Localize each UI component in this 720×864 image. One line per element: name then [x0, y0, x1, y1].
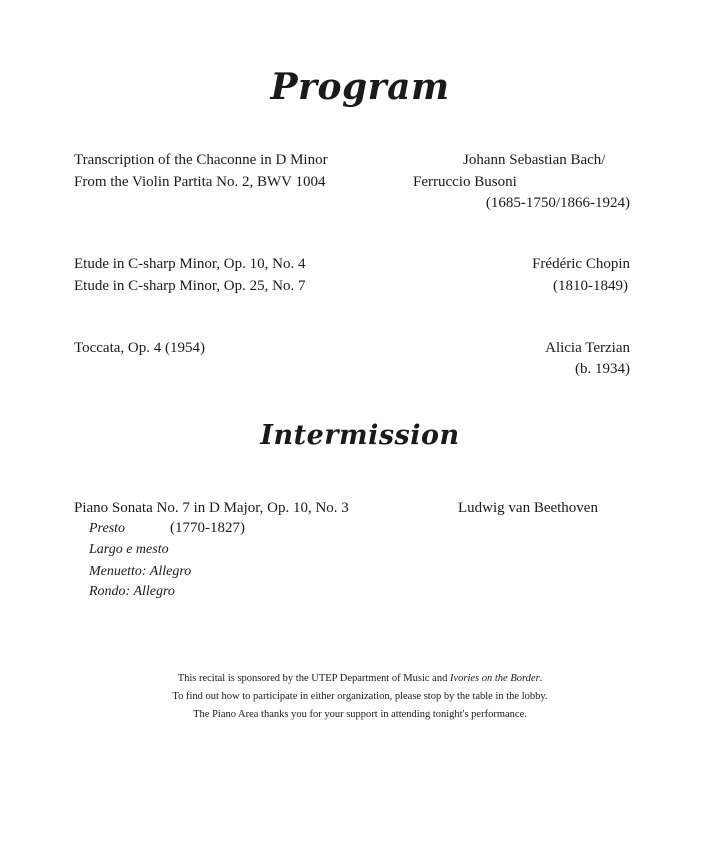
composer-name: Ferruccio Busoni: [413, 174, 517, 190]
composer-dates: (1685-1750/1866-1924): [485, 195, 630, 211]
composer-dates: (1810-1849): [553, 278, 628, 294]
composer-dates: (1770-1827): [170, 520, 245, 536]
piece-title-line: Etude in C-sharp Minor, Op. 25, No. 7: [74, 278, 306, 294]
composer-name: Ludwig van Beethoven: [458, 500, 598, 516]
piece-title-line: From the Violin Partita No. 2, BWV 1004: [74, 174, 326, 190]
movement-name: Menuetto: Allegro: [89, 564, 192, 579]
footer-line-3: The Piano Area thanks you for your support in attending tonight's performance.: [193, 709, 527, 720]
movement-name: Presto: [89, 521, 126, 536]
sonata-title: Piano Sonata No. 7 in D Major, Op. 10, No. 3: [74, 500, 349, 516]
intermission-heading: Intermission: [260, 420, 460, 451]
movement-name: Rondo: Allegro: [89, 584, 175, 599]
sponsor-note: [0, 670, 720, 724]
composer-name: Frédéric Chopin: [532, 256, 630, 272]
footer-line-2: To find out how to participate in either organization, please stop by the table in the lobby.: [172, 691, 548, 702]
program-heading: Program: [270, 66, 450, 108]
composer-name: Johann Sebastian Bach/: [463, 152, 606, 168]
piece-title-line: Transcription of the Chaconne in D Minor: [74, 152, 328, 168]
piece-title-line: Etude in C-sharp Minor, Op. 10, No. 4: [74, 256, 306, 272]
organization-name: Ivories on the Border: [449, 673, 540, 684]
composer-name: Alicia Terzian: [545, 340, 630, 356]
footer-line-1: This recital is sponsored by the UTEP Department of Music and Ivories on the Border.: [177, 673, 543, 684]
movement-name: Largo e mesto: [89, 542, 169, 557]
piece-title-line: Toccata, Op. 4 (1954): [74, 340, 205, 356]
composer-dates: (b. 1934): [575, 361, 630, 377]
